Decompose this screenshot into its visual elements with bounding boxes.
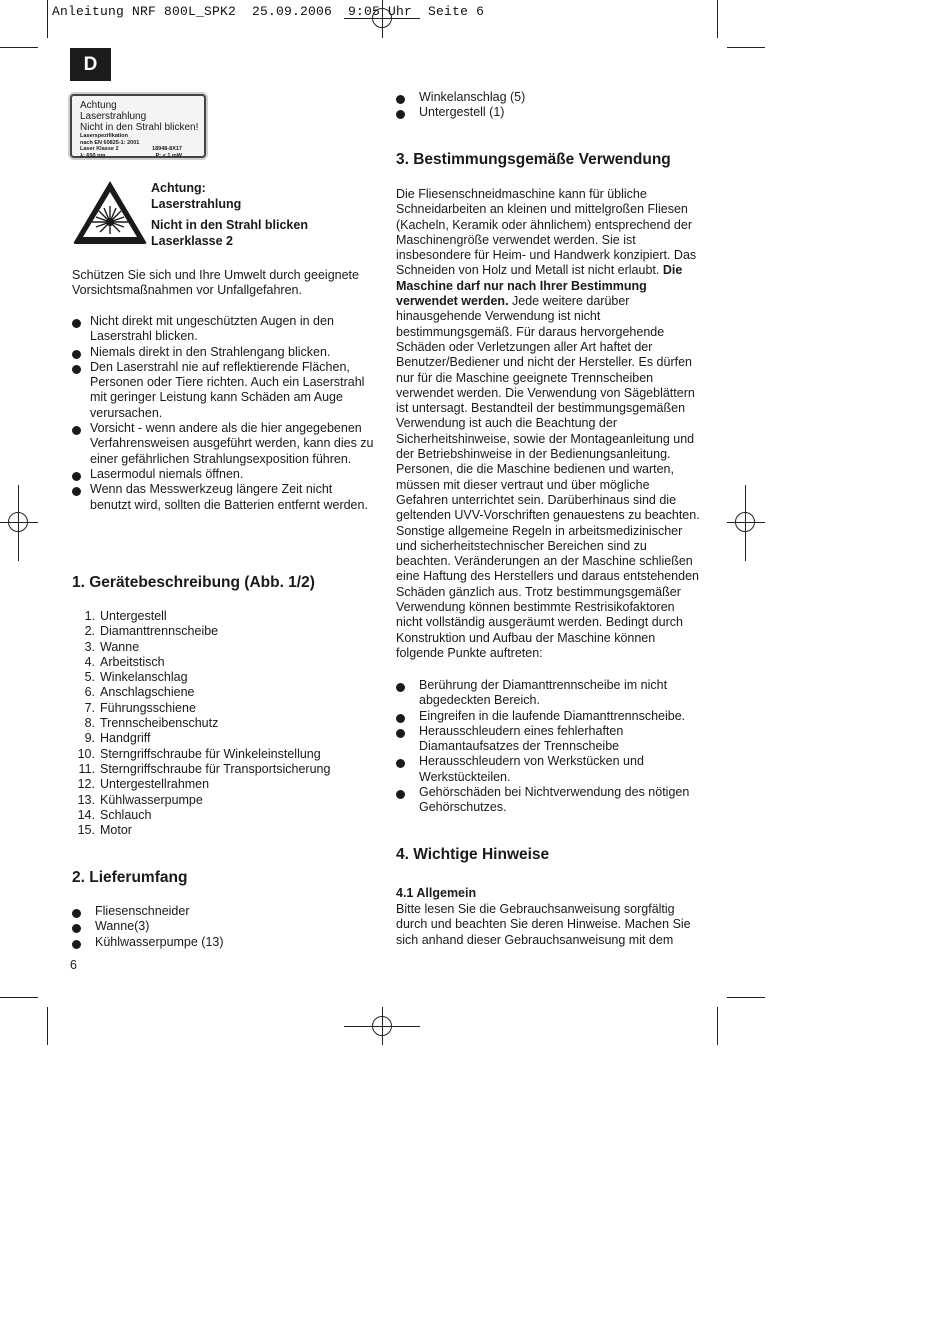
- list-item: Eingreifen in die laufende Diamanttrennscheibe.: [396, 709, 702, 724]
- list-item: 11. Sterngriffschraube für Transportsicherung: [78, 761, 331, 776]
- subsection-heading: 4.1 Allgemein: [396, 886, 477, 900]
- general-paragraph: Bitte lesen Sie die Gebrauchsanweisung sorgfältig durch und beachten Sie deren Hinweise. Machen Sie sich anhand dieser Gebrauchsanweisung mit dem: [396, 902, 691, 947]
- section-heading: 1. Gerätebeschreibung (Abb. 1/2): [72, 574, 315, 591]
- label-line: Nicht in den Strahl blicken!: [80, 122, 199, 133]
- crop-mark: [0, 47, 38, 48]
- laser-warning-label: [70, 94, 206, 158]
- language-tab: D: [70, 48, 111, 81]
- label-spec: Laser Klasse 2: [80, 146, 119, 152]
- section-heading: 3. Bestimmungsgemäße Verwendung: [396, 151, 671, 168]
- list-item: 8. Trennscheibenschutz: [84, 716, 219, 731]
- list-item: 9. Handgriff: [84, 731, 151, 746]
- list-item: Wenn das Messwerkzeug längere Zeit nicht benutzt wird, sollten die Batterien entfernt werden.: [72, 482, 374, 513]
- list-item: Untergestell (1): [396, 105, 701, 120]
- list-item: Berührung der Diamanttrennscheibe im nicht abgedeckten Bereich.: [396, 678, 702, 709]
- warning-line: Nicht in den Strahl blicken: [151, 218, 308, 232]
- print-header: Anleitung NRF 800L_SPK2 25.09.2006 9:05 Uhr Seite 6: [52, 4, 485, 19]
- list-item: 12. Untergestellrahmen: [77, 777, 210, 792]
- list-item: Vorsicht - wenn andere als die hier angegebenen Verfahrensweisen ausgeführt werden, kann dies zu einer gefährlichen Strahlungsexposition führen.: [72, 421, 374, 467]
- list-item: 15. Motor: [77, 823, 132, 838]
- label-line: Laserstrahlung: [80, 111, 147, 122]
- crop-mark: [47, 0, 48, 38]
- list-item: Nicht direkt mit ungeschützten Augen in den Laserstrahl blicken.: [72, 314, 374, 345]
- list-item: 4. Arbeitstisch: [84, 654, 165, 669]
- list-item: Herausschleudern von Werkstücken und Werkstückteilen.: [396, 754, 702, 785]
- delivery-list: [72, 904, 372, 950]
- list-item: Wanne(3): [72, 919, 372, 934]
- crop-mark: [47, 1007, 48, 1045]
- list-item: Herausschleudern eines fehlerhaften Diamantaufsatzes der Trennscheibe: [396, 724, 702, 755]
- crop-mark: [717, 0, 718, 38]
- label-spec: λ: 650 nm: [80, 152, 106, 159]
- list-item: Den Laserstrahl nie auf reflektierende Flächen, Personen oder Tiere richten. Auch ein Laserstrahl mit geringer Leistung kann Schäden am Auge verursachen.: [72, 360, 374, 421]
- label-spec: 18948-8X17: [152, 146, 182, 152]
- risk-list: [396, 678, 702, 816]
- section-heading: 4. Wichtige Hinweise: [396, 846, 550, 863]
- label-line: Achtung: [80, 100, 117, 111]
- usage-paragraph: Die Fliesenschneidmaschine kann für übliche Schneidarbeiten an kleinen und mittelgroßen Fliesen (Kacheln, Keramik oder ähnlichem) entsprechend der Maschinengröße verwendet werden. Sie ist insbesondere für Heim- und Handwerk konzipiert. Das Schneiden von Holz und Metall ist nicht erlaubt. Die Maschine darf nur nach Ihrer Bestimmung verwendet werden. Jede weitere darüber hinausgehende Verwendung ist nicht bestimmungsgemäß. Für daraus hervorgehende Schäden oder Verletzungen aller Art haftet der Benutzer/Bediener und nicht der Hersteller. Es dürfen nur für die Maschine geeignete Trennscheiben verwendet werden. Die Verwendung von Sägeblättern ist untersagt. Bestandteil der bestimmungsgemäßen Verwendung ist auch die Beachtung der Sicherheitshinweise, sowie der Montageanleitung und der Betriebshinweise in der Bedienungsanleitung. Personen, die die Maschine bedienen und warten, müssen mit dieser vertraut und über mögliche Gefahren unterrichtet sein. Darüberhinaus sind die geltenden UVV-Vorschriften genauestens zu beachten. Sonstige allgemeine Regeln in arbeitsmedizinischer und sicherheitstechnischer Bereichen sind zu beachten. Veränderungen an der Maschine schließen eine Haftung des Herstellers und daraus entstehenden Schäden gänzlich aus. Trotz bestimmungsgemäßer Verwendung können bestimmte Restrisikofaktoren nicht vollständig ausgeräumt werden. Bedingt durch Konstruktion und Aufbau der Maschine können folgende Punkte auftreten:: [396, 187, 700, 660]
- section-heading: 2. Lieferumfang: [72, 869, 188, 886]
- label-spec: nach EN 60825-1: 2001: [80, 139, 140, 146]
- crop-mark: [0, 997, 38, 998]
- list-item: 6. Anschlagschiene: [84, 685, 195, 700]
- crop-mark: [717, 1007, 718, 1045]
- list-item: 2. Diamanttrennscheibe: [84, 624, 219, 639]
- warning-line: Laserstrahlung: [151, 196, 242, 211]
- list-item: Kühlwasserpumpe (13): [72, 935, 372, 950]
- intro-paragraph: Schützen Sie sich und Ihre Umwelt durch geeignete Vorsichtsmaßnahmen vor Unfallgefahren.: [72, 268, 359, 298]
- list-item: 1. Untergestell: [84, 609, 167, 623]
- parts-list: [72, 609, 372, 838]
- delivery-list-continued: [396, 90, 701, 121]
- list-item: Niemals direkt in den Strahlengang blicken.: [72, 345, 374, 360]
- crop-mark: [727, 997, 765, 998]
- list-item: Fliesenschneider: [72, 904, 372, 919]
- warning-title: Achtung:: [151, 181, 206, 195]
- list-item: Lasermodul niemals öffnen.: [72, 467, 374, 482]
- list-item: 10. Sterngriffschraube für Winkeleinstellung: [77, 746, 321, 761]
- page-number: 6: [70, 958, 77, 972]
- laser-hazard-icon: [72, 179, 148, 245]
- list-item: 5. Winkelanschlag: [84, 670, 188, 685]
- bold-notice: Die Maschine darf nur nach Ihrer Bestimmung verwendet werden.: [396, 263, 683, 309]
- safety-bullet-list: [72, 314, 374, 513]
- list-item: 3. Wanne: [84, 639, 140, 654]
- list-item: 7. Führungsschiene: [84, 700, 196, 715]
- warning-line: Laserklasse 2: [151, 233, 234, 248]
- crop-mark: [727, 47, 765, 48]
- list-item: 14. Schlauch: [77, 807, 152, 822]
- label-spec: P: < 1 mW: [155, 152, 182, 159]
- list-item: Winkelanschlag (5): [396, 90, 701, 105]
- list-item: 13. Kühlwasserpumpe: [77, 792, 203, 807]
- list-item: Gehörschäden bei Nichtverwendung des nötigen Gehörschutzes.: [396, 785, 702, 816]
- laser-warning-text: [151, 181, 308, 249]
- label-spec: Laserspezifikation: [80, 133, 128, 139]
